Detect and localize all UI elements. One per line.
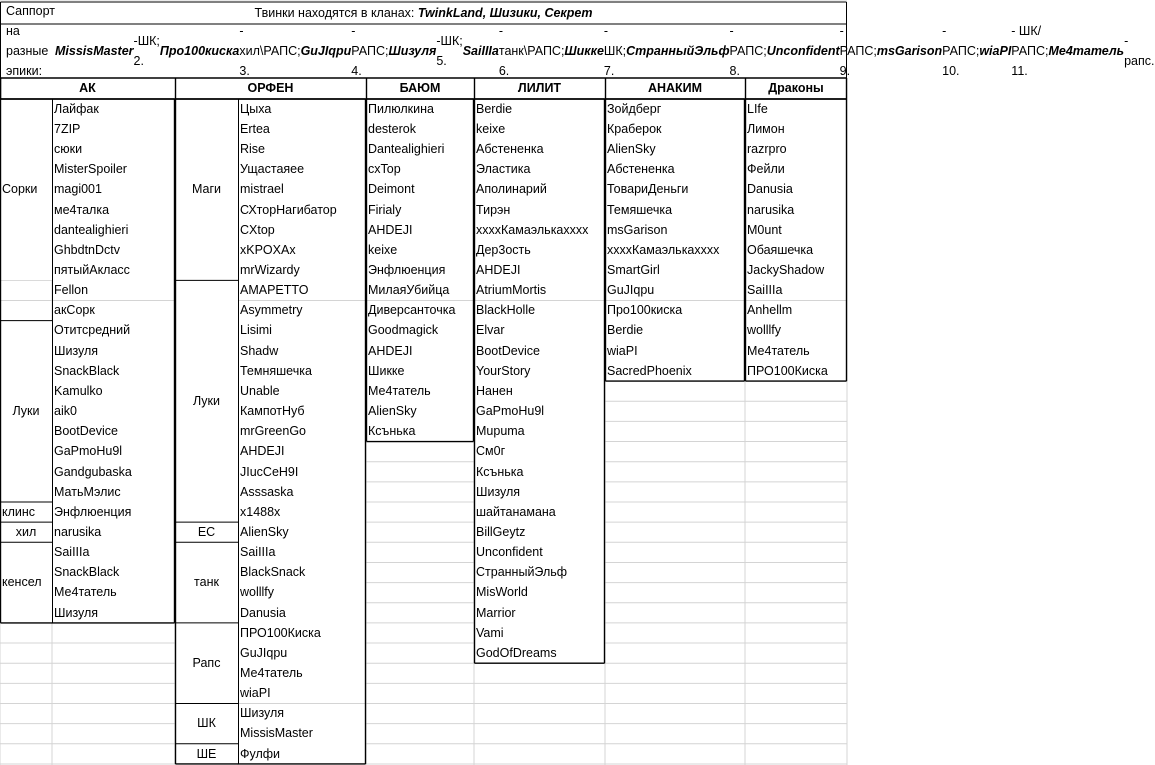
name-cell[interactable]: AlienSky: [238, 522, 366, 542]
name-cell[interactable]: Энфлюенция: [52, 502, 175, 522]
column-header[interactable]: ОРФЕН: [175, 78, 366, 99]
name-cell[interactable]: Danusia: [238, 603, 366, 623]
name-cell[interactable]: SmartGirl: [605, 260, 745, 280]
name-cell[interactable]: AHDEJI: [474, 260, 605, 280]
name-cell[interactable]: mrGreenGo: [238, 421, 366, 441]
name-cell[interactable]: GaPmoHu9l: [52, 442, 175, 462]
name-cell[interactable]: Kamulko: [52, 381, 175, 401]
name-cell[interactable]: Абстененка: [605, 159, 745, 179]
name-cell[interactable]: YourStory: [474, 361, 605, 381]
column-header[interactable]: БАЮМ: [366, 78, 474, 99]
support-name: SaiIIIa: [462, 44, 499, 58]
name-cell[interactable]: Тирэн: [474, 200, 605, 220]
name-cell[interactable]: Шизуля: [52, 603, 175, 623]
name-cell[interactable]: mistrael: [238, 180, 366, 200]
name-cell[interactable]: Темняшечка: [238, 361, 366, 381]
name-cell[interactable]: Dantealighieri: [366, 139, 474, 159]
name-cell[interactable]: Unable: [238, 381, 366, 401]
support-text: - РАПС; 9.: [839, 24, 877, 78]
name-cell[interactable]: Berdie: [605, 321, 745, 341]
name-cell[interactable]: Ущастаяее: [238, 159, 366, 179]
name-cell[interactable]: JIucCeH9I: [238, 462, 366, 482]
name-cell[interactable]: keixe: [366, 240, 474, 260]
name-cell[interactable]: Шикке: [366, 361, 474, 381]
name-cell[interactable]: AlienSky: [605, 139, 745, 159]
name-cell[interactable]: Vami: [474, 623, 605, 643]
name-cell[interactable]: МатьМэлис: [52, 482, 175, 502]
name-cell[interactable]: Ме4татель: [745, 341, 847, 361]
support-name: msGarison: [876, 44, 943, 58]
name-cell[interactable]: wolllfy: [238, 583, 366, 603]
name-cell[interactable]: 7ZIP: [52, 119, 175, 139]
name-cell[interactable]: Зойдберг: [605, 99, 745, 119]
group-label[interactable]: кенсел: [0, 542, 52, 623]
name-cell[interactable]: Обаяшечка: [745, 240, 847, 260]
name-cell[interactable]: Cм0г: [474, 442, 605, 462]
name-cell[interactable]: BlackSnack: [238, 562, 366, 582]
name-cell[interactable]: Firialy: [366, 200, 474, 220]
name-cell[interactable]: MisterSpoiler: [52, 159, 175, 179]
name-cell[interactable]: SnackBlack: [52, 562, 175, 582]
name-cell[interactable]: GodOfDreams: [474, 643, 605, 663]
name-cell[interactable]: Ме4татель: [238, 663, 366, 683]
name-cell[interactable]: Шизуля: [474, 482, 605, 502]
name-cell[interactable]: BlackHolle: [474, 301, 605, 321]
name-cell[interactable]: Gandgubaska: [52, 462, 175, 482]
support-name: wiaPI: [979, 44, 1012, 58]
name-cell[interactable]: AMAPETTO: [238, 280, 366, 300]
group-label[interactable]: танк: [175, 542, 238, 623]
name-cell[interactable]: сюки: [52, 139, 175, 159]
name-cell[interactable]: Шизуля: [52, 341, 175, 361]
name-cell[interactable]: Mupuma: [474, 421, 605, 441]
name-cell[interactable]: xxxxКамаэлькаxxxx: [474, 220, 605, 240]
name-cell[interactable]: xKPOXAx: [238, 240, 366, 260]
name-cell[interactable]: wiaPI: [238, 683, 366, 703]
name-cell[interactable]: СтранныйЭльф: [474, 562, 605, 582]
name-cell[interactable]: JackyShadow: [745, 260, 847, 280]
support-text: Саппорт на разные эпики:: [6, 4, 56, 78]
name-cell[interactable]: M0unt: [745, 220, 847, 240]
group-label[interactable]: ШК: [175, 704, 238, 744]
name-cell[interactable]: Краберок: [605, 119, 745, 139]
group-label[interactable]: ЕС: [175, 522, 238, 542]
name-cell[interactable]: BootDevice: [474, 341, 605, 361]
name-cell[interactable]: AlienSky: [366, 401, 474, 421]
support-text: - ШК/РАПС; 11.: [1011, 24, 1049, 78]
support-text: -ШК; 5.: [436, 34, 463, 68]
name-cell[interactable]: ТовариДеньги: [605, 180, 745, 200]
column-header[interactable]: Драконы: [745, 78, 847, 99]
name-cell[interactable]: dantealighieri: [52, 220, 175, 240]
support-text: - хил\РАПС; 3.: [239, 24, 301, 78]
title-clans: TwinkLand, Шизики, Секрет: [417, 5, 593, 20]
name-cell[interactable]: Шизуля: [238, 704, 366, 724]
support-name: Шикке: [564, 44, 604, 58]
name-cell[interactable]: Дер3ость: [474, 240, 605, 260]
name-cell[interactable]: GhbdtnDctv: [52, 240, 175, 260]
group-label[interactable]: Маги: [175, 99, 238, 280]
name-cell[interactable]: BillGeytz: [474, 522, 605, 542]
name-cell[interactable]: GuJIqpu: [605, 280, 745, 300]
name-cell[interactable]: Абстененка: [474, 139, 605, 159]
support-text: - рапс.: [1124, 34, 1155, 68]
column-header[interactable]: АНАКИМ: [605, 78, 745, 99]
name-cell[interactable]: пятыйАкласс: [52, 260, 175, 280]
column-header[interactable]: ЛИЛИТ: [474, 78, 605, 99]
name-cell[interactable]: aik0: [52, 401, 175, 421]
name-cell[interactable]: SaiIIIa: [745, 280, 847, 300]
support-name: MissisMaster: [55, 44, 134, 58]
name-cell[interactable]: MisWorld: [474, 583, 605, 603]
name-cell[interactable]: Elvar: [474, 321, 605, 341]
name-cell[interactable]: Темяшечка: [605, 200, 745, 220]
name-cell[interactable]: AHDEJI: [366, 341, 474, 361]
name-cell[interactable]: Эластика: [474, 159, 605, 179]
name-cell[interactable]: Про100киска: [605, 301, 745, 321]
name-cell[interactable]: Marrior: [474, 603, 605, 623]
name-cell[interactable]: МилаяУбийца: [366, 280, 474, 300]
name-cell[interactable]: AtriumMortis: [474, 280, 605, 300]
name-cell[interactable]: Asymmetry: [238, 301, 366, 321]
name-cell[interactable]: Фейли: [745, 159, 847, 179]
name-cell[interactable]: SnackBlack: [52, 361, 175, 381]
name-cell[interactable]: wolllfy: [745, 321, 847, 341]
name-cell[interactable]: BootDevice: [52, 421, 175, 441]
name-cell[interactable]: MissisMaster: [238, 724, 366, 744]
name-cell[interactable]: Энфлюенция: [366, 260, 474, 280]
name-cell[interactable]: keixe: [474, 119, 605, 139]
column-header[interactable]: АК: [0, 78, 175, 99]
support-text: - РАПС; 4.: [351, 24, 389, 78]
name-cell[interactable]: ме4талка: [52, 200, 175, 220]
name-cell[interactable]: SaiIIIa: [52, 542, 175, 562]
name-cell[interactable]: Диверсанточка: [366, 301, 474, 321]
name-cell[interactable]: Rise: [238, 139, 366, 159]
name-cell[interactable]: AHDEJI: [366, 220, 474, 240]
group-label[interactable]: хил: [0, 522, 52, 542]
name-cell[interactable]: Лайфак: [52, 99, 175, 119]
name-cell[interactable]: Ксънька: [366, 421, 474, 441]
name-cell[interactable]: шайтанамана: [474, 502, 605, 522]
name-cell[interactable]: Shadw: [238, 341, 366, 361]
name-cell[interactable]: КампотНуб: [238, 401, 366, 421]
name-cell[interactable]: msGarison: [605, 220, 745, 240]
name-cell[interactable]: ПРО100Киска: [238, 623, 366, 643]
support-name: СтранныйЭльф: [626, 44, 730, 58]
name-cell[interactable]: Danusia: [745, 180, 847, 200]
name-cell[interactable]: xxxxКамаэлькаxxxx: [605, 240, 745, 260]
name-cell[interactable]: Ме4татель: [52, 583, 175, 603]
name-cell[interactable]: CXtop: [238, 220, 366, 240]
group-label[interactable]: Луки: [0, 321, 52, 502]
name-cell[interactable]: cxTop: [366, 159, 474, 179]
name-cell[interactable]: Deimont: [366, 180, 474, 200]
name-cell[interactable]: GuJIqpu: [238, 643, 366, 663]
group-label[interactable]: ШЕ: [175, 744, 238, 764]
group-label[interactable]: Луки: [175, 280, 238, 522]
group-label[interactable]: Рапс: [175, 623, 238, 704]
name-cell[interactable]: x1488x: [238, 502, 366, 522]
name-cell[interactable]: Пилюлкина: [366, 99, 474, 119]
support-text: - РАПС; 10.: [942, 24, 980, 78]
name-cell[interactable]: SaiIIIa: [238, 542, 366, 562]
support-name: Шизуля: [388, 44, 437, 58]
support-name: Про100киска: [159, 44, 240, 58]
support-text: - РАПС; 8.: [729, 24, 767, 78]
name-cell[interactable]: Ме4татель: [366, 381, 474, 401]
name-cell[interactable]: desterok: [366, 119, 474, 139]
name-cell[interactable]: LIfe: [745, 99, 847, 119]
name-cell[interactable]: СХторНагибатор: [238, 200, 366, 220]
name-cell[interactable]: SacredPhoenix: [605, 361, 745, 381]
support-text: - танк\РАПС; 6.: [498, 24, 565, 78]
name-cell[interactable]: Lisimi: [238, 321, 366, 341]
title-cell[interactable]: [0, 2, 847, 24]
name-cell[interactable]: Ertea: [238, 119, 366, 139]
name-cell[interactable]: magi001: [52, 180, 175, 200]
name-cell[interactable]: GaPmoHu9l: [474, 401, 605, 421]
name-cell[interactable]: Аполинарий: [474, 180, 605, 200]
group-label[interactable]: Сорки: [0, 99, 52, 280]
name-cell[interactable]: Goodmagick: [366, 321, 474, 341]
name-cell[interactable]: Anhellm: [745, 301, 847, 321]
support-text: -ШК; 2.: [133, 34, 160, 68]
name-cell[interactable]: Asssaska: [238, 482, 366, 502]
name-cell[interactable]: ПРО100Киска: [745, 361, 847, 381]
support-name: Unconfident: [766, 44, 840, 58]
name-cell[interactable]: Hанен: [474, 381, 605, 401]
group-label[interactable]: клинс: [0, 502, 52, 522]
name-cell[interactable]: Фулфи: [238, 744, 366, 764]
name-cell[interactable]: Лимон: [745, 119, 847, 139]
name-cell[interactable]: Ксънька: [474, 462, 605, 482]
name-cell[interactable]: wiaPI: [605, 341, 745, 361]
name-cell[interactable]: razrpro: [745, 139, 847, 159]
name-cell[interactable]: narusika: [745, 200, 847, 220]
support-text: - ШК; 7.: [603, 24, 627, 78]
name-cell[interactable]: Fellon: [52, 280, 175, 300]
name-cell[interactable]: Отитсредний: [52, 321, 175, 341]
name-cell[interactable]: акСорк: [52, 301, 175, 321]
name-cell[interactable]: mrWizardy: [238, 260, 366, 280]
support-name: GuJIqpu: [300, 44, 352, 58]
support-name: Ме4татель: [1048, 44, 1125, 58]
name-cell[interactable]: Berdie: [474, 99, 605, 119]
name-cell[interactable]: AHDEJI: [238, 442, 366, 462]
title-prefix: Твинки находятся в кланах:: [254, 5, 415, 20]
name-cell[interactable]: Unconfident: [474, 542, 605, 562]
name-cell[interactable]: Цыха: [238, 99, 366, 119]
name-cell[interactable]: narusika: [52, 522, 175, 542]
